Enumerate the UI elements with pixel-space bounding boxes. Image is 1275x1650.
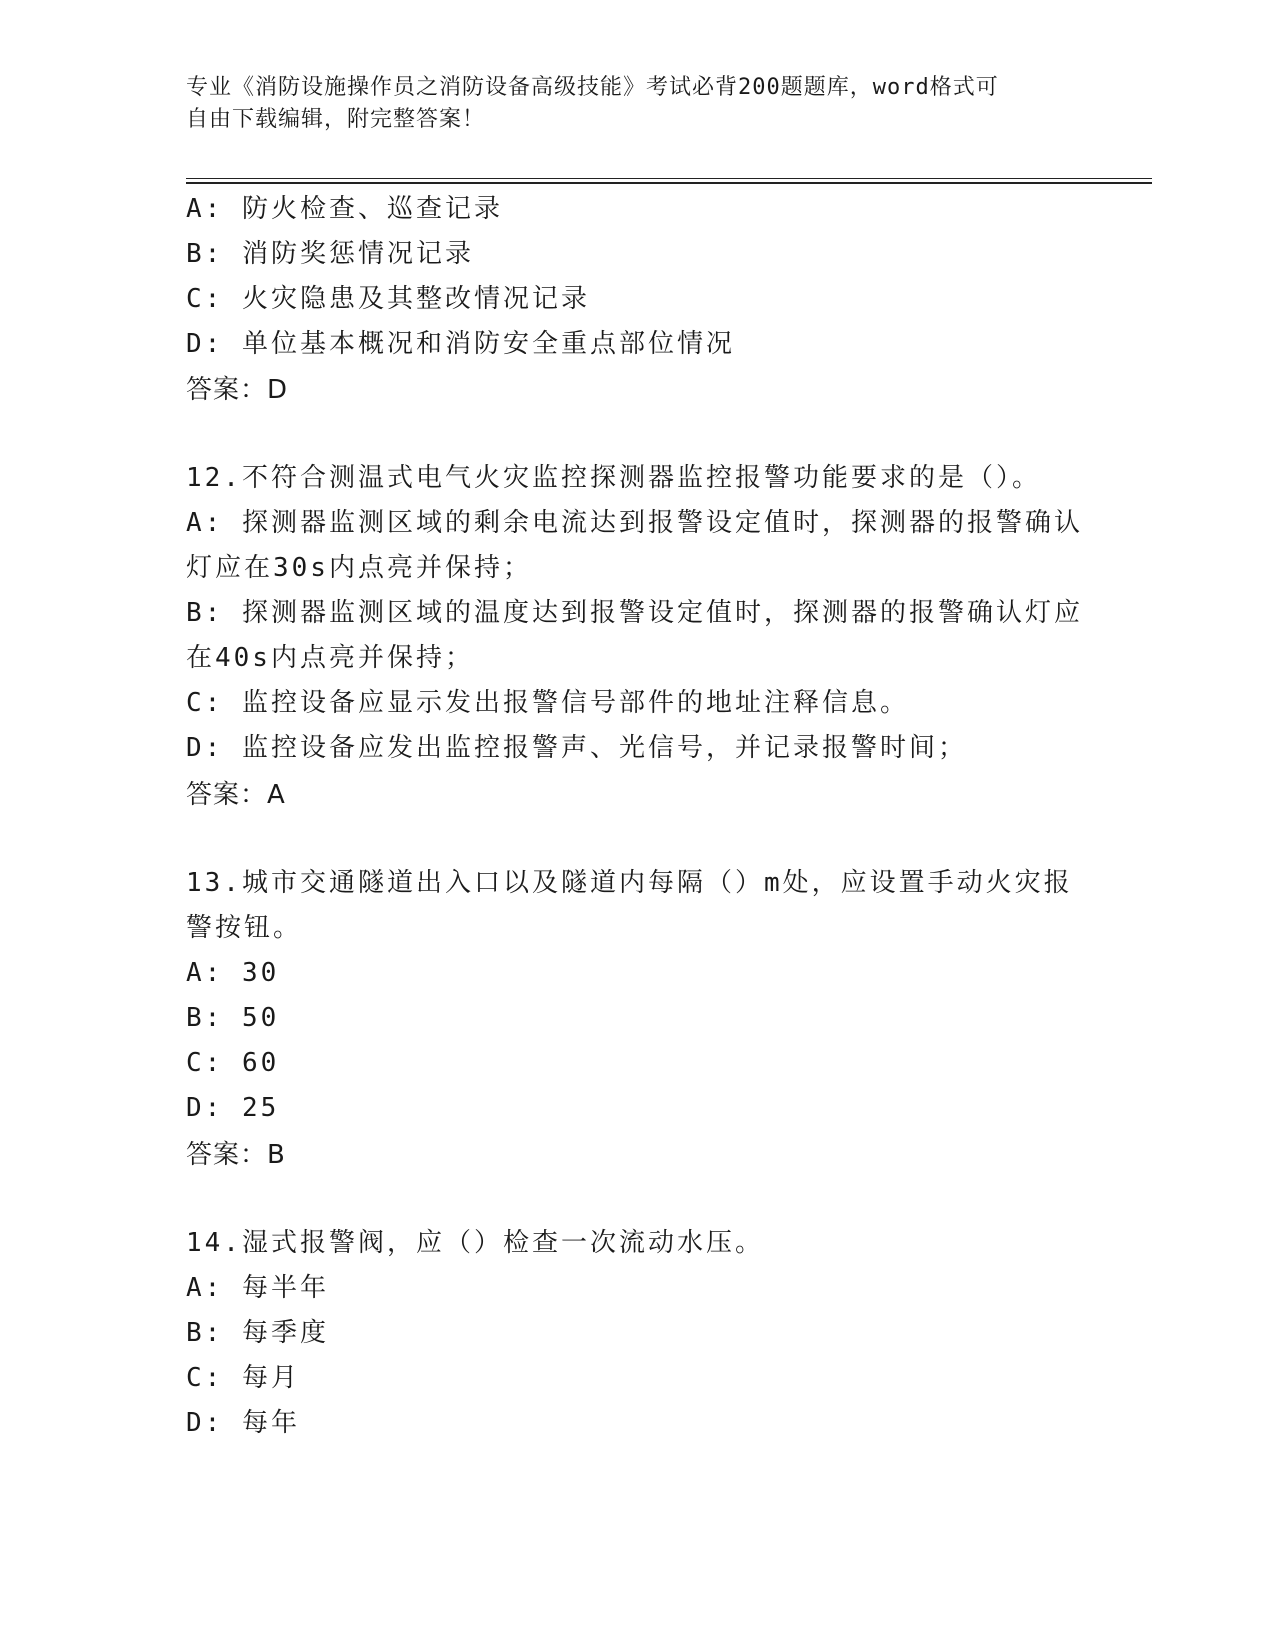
q12-option-a-line-1: A: 探测器监测区域的剩余电流达到报警设定值时，探测器的报警确认 xyxy=(186,508,1083,538)
header-divider-thick xyxy=(186,182,1152,184)
q14-stem: 14.湿式报警阀，应（）检查一次流动水压。 xyxy=(186,1228,764,1258)
q12-option-c: C: 监控设备应显示发出报警信号部件的地址注释信息。 xyxy=(186,688,909,718)
q14-option-d: D: 每年 xyxy=(186,1408,300,1438)
q13-stem-line-1: 13.城市交通隧道出入口以及隧道内每隔（）m处，应设置手动火灾报 xyxy=(186,868,1073,898)
header-line-2: 自由下载编辑，附完整答案！ xyxy=(186,107,486,132)
q12-option-b-line-2: 在40s内点亮并保持； xyxy=(186,643,474,673)
q11-option-a: A: 防火检查、巡查记录 xyxy=(186,194,503,224)
q12-answer: 答案：A xyxy=(186,780,286,810)
q13-option-a: A: 30 xyxy=(186,958,280,988)
q14-option-b: B: 每季度 xyxy=(186,1318,329,1348)
q11-option-c: C: 火灾隐患及其整改情况记录 xyxy=(186,284,590,314)
q12-option-a-line-2: 灯应在30s内点亮并保持； xyxy=(186,553,532,583)
q12-stem: 12.不符合测温式电气火灾监控探测器监控报警功能要求的是（）。 xyxy=(186,463,1041,493)
q13-option-b: B: 50 xyxy=(186,1003,280,1033)
q13-answer: 答案：B xyxy=(186,1140,286,1170)
header-line-1: 专业《消防设施操作员之消防设备高级技能》考试必背200题题库，word格式可 xyxy=(186,75,999,100)
header-divider-thin xyxy=(186,178,1152,179)
q12-option-d: D: 监控设备应发出监控报警声、光信号，并记录报警时间； xyxy=(186,733,967,763)
q13-option-c: C: 60 xyxy=(186,1048,280,1078)
q13-option-d: D: 25 xyxy=(186,1093,280,1123)
q11-option-b: B: 消防奖惩情况记录 xyxy=(186,239,474,269)
q14-option-c: C: 每月 xyxy=(186,1363,300,1393)
q12-option-b-line-1: B: 探测器监测区域的温度达到报警设定值时，探测器的报警确认灯应 xyxy=(186,598,1083,628)
q11-answer: 答案：D xyxy=(186,375,289,405)
q14-option-a: A: 每半年 xyxy=(186,1273,329,1303)
q13-stem-line-2: 警按钮。 xyxy=(186,913,303,943)
q11-option-d: D: 单位基本概况和消防安全重点部位情况 xyxy=(186,329,735,359)
document-header xyxy=(186,72,1066,136)
